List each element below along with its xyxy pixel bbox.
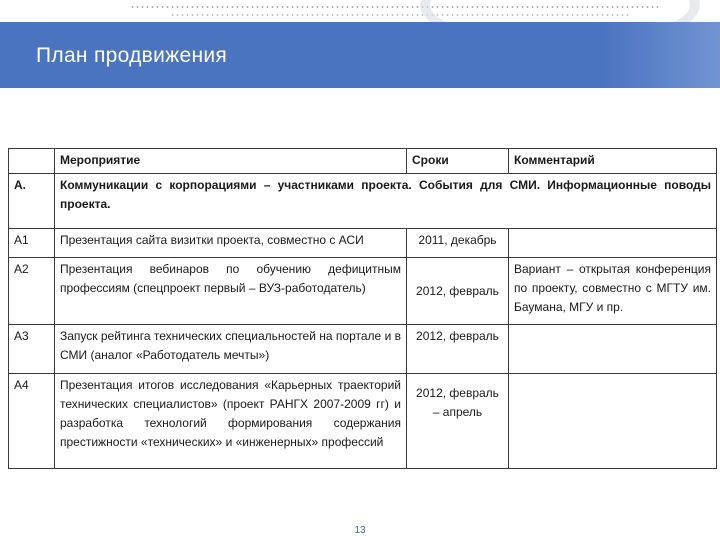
row-event: Запуск рейтинга технических специальностей на портале и в СМИ (аналог «Работодатель мечты») [55,325,407,374]
row-code: А3 [9,325,55,374]
decorative-header-strip [0,0,720,22]
row-event: Презентация сайта визитки проекта, совместно с АСИ [55,229,407,258]
row-event: Презентация вебинаров по обучению дефицитным профессиям (спецпроект первый – ВУЗ-работодатель) [55,258,407,325]
row-dates: 2012, февраль [407,325,509,374]
header-cell-code [9,149,55,174]
row-comment [509,374,717,469]
page-number: 13 [354,525,366,536]
row-comment: Вариант – открытая конференция по проекту, совместно с МГТУ им. Баумана, МГУ и пр. [509,258,717,325]
header-cell-dates: Сроки [407,149,509,174]
header-cell-event: Мероприятие [55,149,407,174]
title-bar-highlight [600,22,720,88]
section-row [9,174,717,229]
row-code: А2 [9,258,55,325]
section-code: А. [9,174,55,229]
row-comment [509,325,717,374]
slide-title: План продвижения [36,44,228,67]
row-dates: 2011, декабрь [407,229,509,258]
row-dates: 2012, февраль – апрель [407,374,509,469]
table-row [9,229,717,258]
row-code: А4 [9,374,55,469]
header-cell-comment: Комментарий [509,149,717,174]
table-row [9,325,717,374]
row-comment [509,229,717,258]
row-code: А1 [9,229,55,258]
decorative-swoosh [420,0,700,22]
row-dates: 2012, февраль [407,258,509,325]
promotion-plan-table [8,148,717,469]
table-row [9,374,717,469]
table-header-row [9,149,717,174]
row-event: Презентация итогов исследования «Карьерных траекторий технических специалистов» (проект РАНГХ 2007-2009 гг) и разработка технологий формирования содержания престижности «технических» и «инженерных» профессий [55,374,407,469]
section-title: Коммуникации с корпорациями – участниками проекта. События для СМИ. Информационные поводы проекта. [55,174,717,229]
table-row [9,258,717,325]
